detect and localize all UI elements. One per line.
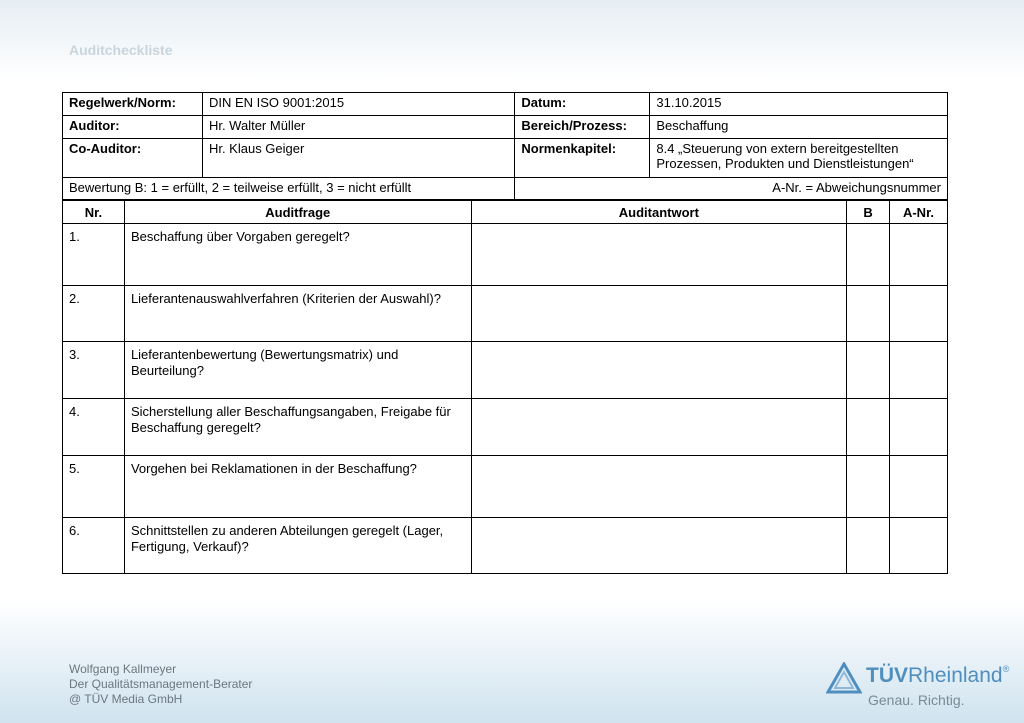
tuv-rheinland-logo	[826, 662, 1010, 712]
footer-line-role: Der Qualitätsmanagement-Berater	[69, 677, 253, 691]
normenkapitel-line1: 8.4 „Steuerung von extern bereitgestellten	[656, 141, 899, 156]
table-row	[63, 224, 948, 286]
row-question	[124, 399, 471, 456]
row-question	[124, 224, 471, 286]
row-b-cell[interactable]	[847, 399, 890, 456]
audit-questions-table	[62, 200, 948, 574]
table-row	[63, 456, 948, 518]
row-answer-cell[interactable]	[471, 286, 846, 342]
question-line: Lieferantenauswahlverfahren (Kriterien der Auswahl)?	[130, 291, 441, 306]
row-anr-cell[interactable]	[890, 518, 948, 574]
normenkapitel-value	[650, 139, 948, 178]
row-anr-cell[interactable]	[890, 286, 948, 342]
footer-line-author: Wolfgang Kallmeyer	[69, 662, 177, 676]
row-b-cell[interactable]	[847, 518, 890, 574]
row-anr-cell[interactable]	[890, 456, 948, 518]
question-line: Beschaffung über Vorgaben geregelt?	[130, 229, 350, 244]
row-anr-cell[interactable]	[890, 224, 948, 286]
regelwerk-label: Regelwerk/Norm:	[63, 93, 203, 116]
logo-tagline: Genau. Richtig.	[868, 692, 965, 708]
regelwerk-value: DIN EN ISO 9001:2015	[202, 93, 514, 116]
datum-value: 31.10.2015	[650, 93, 948, 116]
row-nr: 1.	[63, 224, 125, 286]
question-line: Lieferantenbewertung (Bewertungsmatrix) und	[130, 347, 399, 362]
question-line: Vorgehen bei Reklamationen in der Beschaffung?	[130, 461, 417, 476]
row-nr: 5.	[63, 456, 125, 518]
bewertung-legend: Bewertung B: 1 = erfüllt, 2 = teilweise erfüllt, 3 = nicht erfüllt	[63, 178, 515, 200]
row-nr: 3.	[63, 342, 125, 399]
row-b-cell[interactable]	[847, 286, 890, 342]
logo-wordmark	[866, 664, 1009, 688]
datum-label: Datum:	[515, 93, 650, 116]
anr-legend: A-Nr. = Abweichungsnummer	[515, 178, 948, 200]
row-b-cell[interactable]	[847, 224, 890, 286]
row-nr: 2.	[63, 286, 125, 342]
logo-name-bold: TÜV	[866, 664, 908, 687]
logo-registered: ®	[1002, 664, 1010, 674]
tuv-triangle-icon	[826, 662, 862, 694]
row-answer-cell[interactable]	[471, 342, 846, 399]
row-question	[124, 456, 471, 518]
row-answer-cell[interactable]	[471, 224, 846, 286]
table-row	[63, 342, 948, 399]
auditor-label: Auditor:	[63, 116, 203, 139]
row-question	[124, 342, 471, 399]
col-header-b: B	[847, 201, 890, 224]
table-row	[63, 399, 948, 456]
question-line: Fertigung, Verkauf)?	[130, 539, 249, 554]
table-row	[63, 286, 948, 342]
question-line: Sicherstellung aller Beschaffungsangaben, Freigabe für	[130, 404, 451, 419]
bereich-value: Beschaffung	[650, 116, 948, 139]
coauditor-value: Hr. Klaus Geiger	[202, 139, 514, 178]
question-line: Beschaffung geregelt?	[130, 420, 261, 435]
normenkapitel-line2: Prozessen, Produkten und Dienstleistungen“	[656, 156, 914, 171]
footer-line-publisher: @ TÜV Media GmbH	[69, 692, 183, 706]
bereich-label: Bereich/Prozess:	[515, 116, 650, 139]
row-b-cell[interactable]	[847, 342, 890, 399]
normenkapitel-label: Normenkapitel:	[515, 139, 650, 178]
row-anr-cell[interactable]	[890, 342, 948, 399]
row-question	[124, 518, 471, 574]
row-nr: 4.	[63, 399, 125, 456]
row-answer-cell[interactable]	[471, 456, 846, 518]
auditor-value: Hr. Walter Müller	[202, 116, 514, 139]
table-row	[63, 518, 948, 574]
footer-author	[69, 662, 252, 707]
question-line: Beurteilung?	[130, 363, 204, 378]
col-header-auditfrage: Auditfrage	[124, 201, 471, 224]
question-line: Schnittstellen zu anderen Abteilungen geregelt (Lager,	[130, 523, 444, 538]
slide-title: Auditcheckliste	[69, 42, 173, 58]
row-b-cell[interactable]	[847, 456, 890, 518]
audit-header-table	[62, 92, 948, 200]
row-answer-cell[interactable]	[471, 399, 846, 456]
row-nr: 6.	[63, 518, 125, 574]
logo-name-rest: Rheinland	[908, 664, 1003, 687]
col-header-nr: Nr.	[63, 201, 125, 224]
row-question	[124, 286, 471, 342]
col-header-anr: A-Nr.	[890, 201, 948, 224]
col-header-auditantwort: Auditantwort	[471, 201, 846, 224]
row-anr-cell[interactable]	[890, 399, 948, 456]
row-answer-cell[interactable]	[471, 518, 846, 574]
coauditor-label: Co-Auditor:	[63, 139, 203, 178]
